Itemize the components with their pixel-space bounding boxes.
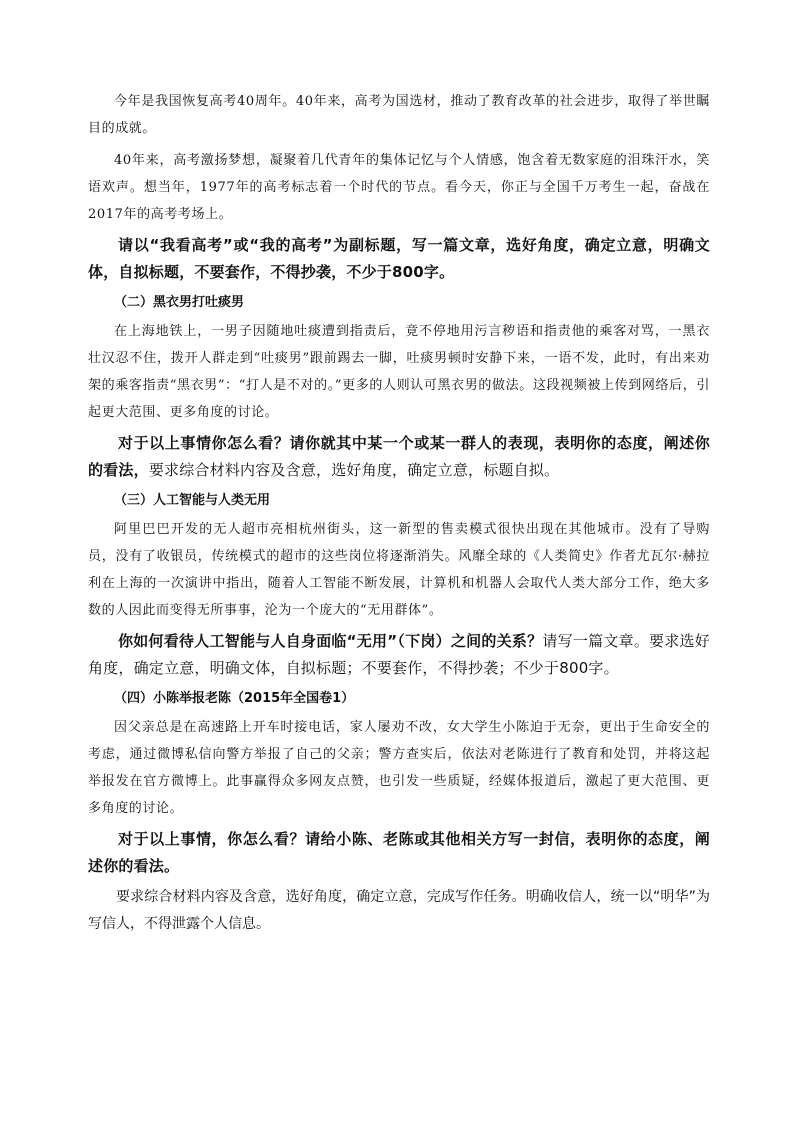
section-heading-4: （四）小陈举报老陈（2015年全国卷1） (114, 691, 355, 706)
writing-task-3-bold: 你如何看待人工智能与人自身面临“无用”（下岗）之间的关系？ (118, 632, 543, 650)
intro-paragraph-2: 40年来，高考激扬梦想，凝聚着几代青年的集体记忆与个人情感，饱含着无数家庭的泪珠汗水，笑语欢声。想当年，1977年的高考标志着一个时代的节点。看今天，你正与全国千万考生一起，奋战在2017年的高考考场上。 (88, 153, 710, 222)
writing-task-1 (88, 232, 710, 286)
writing-task-1-requirements: 选好角度，确定立意，明确文体，自拟标题，不要套作，不得抄袭，不少于800字。 (88, 236, 710, 281)
writing-task-4-requirements: 要求综合材料内容及含意，选好角度，确定立意，完成写作任务。明确收信人，统一以“明华”为写信人，不得泄露个人信息。 (88, 889, 710, 932)
section-3-paragraph: 阿里巴巴开发的无人超市亮相杭州街头，这一新型的售卖模式很快出现在其他城市。没有了导购员，没有了收银员，传统模式的超市的这些岗位将逐渐消失。风靡全球的《人类简史》作者尤瓦尔·赫拉利在上海的一次演讲中指出，随着人工智能不断发展，计算机和机器人会取代人类大部分工作，绝大多数的人因此而变得无所事事，沦为一个庞大的“无用群体”。 (88, 522, 710, 618)
section-heading-2: （二）黑衣男打吐痰男 (114, 295, 245, 310)
section-2-paragraph: 在上海地铁上，一男子因随地吐痰遭到指责后，竟不停地用污言秽语和指责他的乘客对骂，一黑衣壮汉忍不住，拨开人群走到“吐痰男”跟前踢去一脚，吐痰男顿时安静下来，一语不发，此时，有出来劝架的乘客指责“黑衣男”：“打人是不对的。”更多的人则认可黑衣男的做法。这段视频被上传到网络后，引起更大范围、更多角度的讨论。 (88, 324, 710, 420)
intro-paragraph-1: 今年是我国恢复高考40周年。40年来，高考为国选材，推动了教育改革的社会进步，取得了举世瞩目的成就。 (88, 94, 710, 136)
writing-task-2 (88, 430, 710, 484)
writing-task-1-bold: 请以“我看高考”或“我的高考”为副标题，写一篇文章， (118, 236, 507, 254)
writing-task-2-requirements: 要求综合材料内容及含意，选好角度，确定立意，标题自拟。 (148, 461, 560, 479)
section-heading-3: （三）人工智能与人类无用 (114, 493, 271, 508)
section-4-paragraph: 因父亲总是在高速路上开车时接电话，家人屡劝不改，女大学生小陈迫于无奈，更出于生命安全的考虑，通过微博私信向警方举报了自己的父亲；警方查实后，依法对老陈进行了教育和处罚，并将这起举报发在官方微博上。此事赢得众多网友点赞，也引发一些质疑，经媒体报道后，激起了更大范围、更多角度的讨论。 (88, 720, 710, 816)
writing-task-2-bold: 对于以上事情你怎么看？请你就其中某一个或某一群人的表现，表明你的态度，阐述你的看法， (88, 434, 710, 479)
writing-task-3-requirements: 请写一篇文章。要求选好角度，确定立意，明确文体，自拟标题；不要套作，不得抄袭；不少于800字。 (88, 632, 710, 677)
writing-task-4: 对于以上事情，你怎么看？请给小陈、老陈或其他相关方写一封信，表明你的态度，阐述你的看法。 (88, 830, 710, 875)
writing-task-3 (88, 628, 710, 682)
